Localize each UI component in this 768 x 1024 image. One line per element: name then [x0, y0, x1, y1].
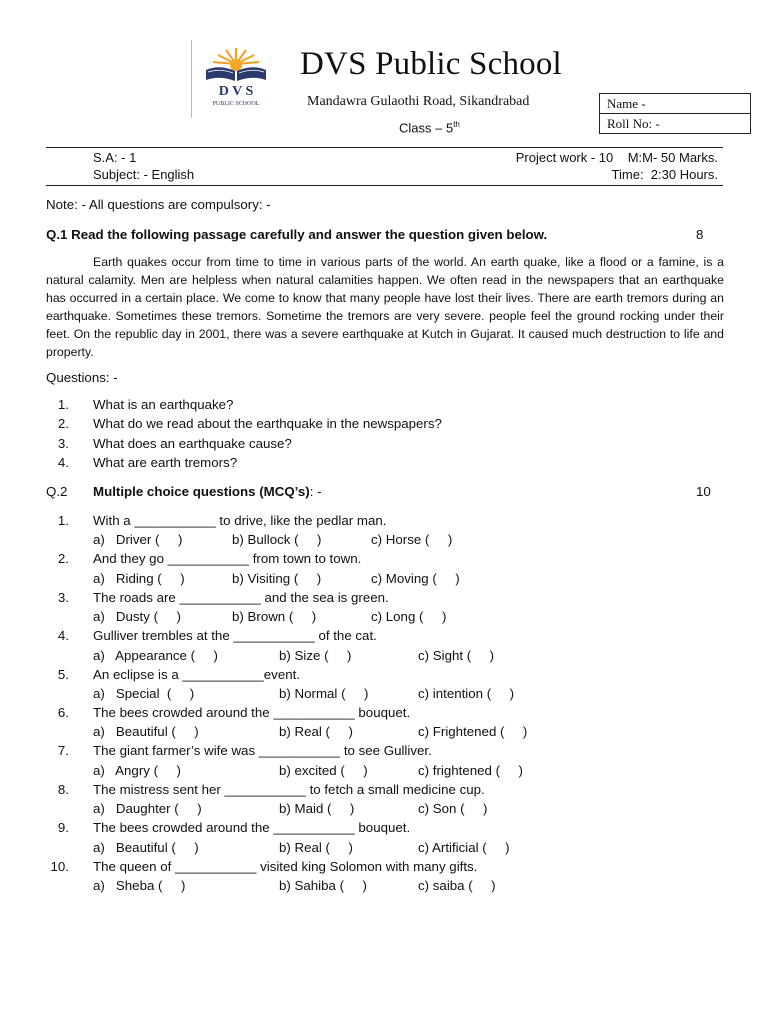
mcq-option-a: a) Beautiful ( )	[93, 724, 199, 740]
note: Note: - All questions are compulsory: -	[46, 197, 271, 212]
mcq-option-b: b) Real ( )	[279, 724, 353, 740]
mcq-number: 3.	[57, 589, 69, 605]
mcq-option-c: c) Long ( )	[371, 609, 447, 625]
item-number: 4.	[57, 454, 69, 470]
mcq-question	[45, 859, 477, 874]
mcq-number: 10.	[50, 858, 69, 874]
mcq-option-b: b) Maid ( )	[279, 801, 355, 817]
mcq-option-b: b) excited ( )	[279, 762, 368, 778]
item-number: 1.	[57, 397, 69, 412]
mcq-option-b: b) Brown ( )	[232, 609, 317, 625]
mcq-number: 6.	[57, 705, 69, 720]
bottom-rule	[46, 185, 723, 186]
mcq-text: Gulliver trembles at the ___________ of the cat.	[93, 628, 377, 644]
mcq-option-c: c) Sight ( )	[418, 647, 495, 663]
mcq-option-a: a) Daughter ( )	[93, 801, 202, 817]
q2-heading	[93, 484, 322, 499]
mcq-option-b: b) Real ( )	[279, 839, 353, 855]
mcq-option-a: a) Appearance ( )	[93, 647, 218, 663]
mcq-text: The bees crowded around the ___________ bouquet.	[93, 705, 411, 720]
mcq-option-c: c) Moving ( )	[371, 570, 460, 586]
mcq-option-a: a) Beautiful ( )	[93, 839, 199, 855]
mcq-option-b: b) Visiting ( )	[232, 570, 322, 586]
list-item	[45, 416, 442, 435]
mcq-text: The roads are ___________ and the sea is green.	[93, 589, 389, 605]
sa-label: S.A: - 1	[93, 150, 137, 165]
name-roll-box	[599, 93, 751, 134]
mcq-text: The bees crowded around the ___________ bouquet.	[93, 820, 411, 836]
mcq-option-c: c) intention ( )	[418, 685, 515, 701]
list-item	[45, 455, 442, 474]
q2-marks: 10	[696, 484, 711, 499]
roll-field: Roll No: -	[600, 113, 750, 133]
mcq-option-b: b) Size ( )	[279, 647, 352, 663]
mcq-question	[45, 513, 386, 528]
item-number: 3.	[57, 435, 69, 451]
item-text: What are earth tremors?	[93, 454, 238, 470]
mcq-number: 2.	[57, 551, 69, 567]
mcq-text: The queen of ___________ visited king Solomon with many gifts.	[93, 858, 478, 874]
q1-heading: Q.1 Read the following passage carefully and answer the question given below.	[46, 227, 548, 242]
list-item	[45, 436, 442, 455]
mcq-text: The mistress sent her ___________ to fetch a small medicine cup.	[93, 781, 485, 797]
mcq-number: 1.	[57, 513, 69, 528]
school-address: Mandawra Gulaothi Road, Sikandrabad	[307, 94, 530, 109]
mcq-option-b: b) Bullock ( )	[232, 532, 322, 548]
mcq-option-a: a) Special ( )	[93, 685, 195, 701]
logo-text: D V S	[218, 84, 254, 99]
mcq-question	[45, 551, 361, 566]
mcq-option-c: c) Frightened ( )	[418, 724, 528, 740]
mcq-number: 5.	[57, 666, 69, 682]
mcq-option-b: b) Sahiba ( )	[279, 877, 367, 893]
mcq-text: And they go ___________ from town to town.	[93, 551, 362, 567]
mcq-option-c: c) saiba ( )	[418, 877, 496, 893]
mcq-text: The giant farmer’s wife was ___________ to see Gulliver.	[93, 743, 432, 759]
item-text: What does an earthquake cause?	[93, 435, 292, 451]
mcq-question	[45, 590, 389, 605]
item-number: 2.	[57, 416, 69, 432]
logo-divider	[191, 40, 192, 118]
project-marks: Project work - 10 M:M- 50 Marks.	[515, 150, 718, 165]
mcq-number: 9.	[57, 820, 69, 836]
q2-heading-suffix: : -	[309, 484, 322, 499]
name-field: Name -	[607, 96, 646, 111]
class-text: Class – 5	[399, 120, 454, 136]
q2-heading-text: Multiple choice questions (MCQ’s)	[93, 484, 310, 499]
top-rule	[46, 147, 723, 148]
mcq-number: 7.	[57, 743, 69, 759]
mcq-option-c: c) frightened ( )	[418, 762, 523, 778]
item-text: What do we read about the earthquake in the newspapers?	[93, 416, 442, 432]
mcq-question	[45, 782, 485, 797]
class-label	[399, 120, 460, 135]
item-text: What is an earthquake?	[93, 397, 234, 412]
q1-question-list	[45, 397, 442, 474]
subject-label: Subject: - English	[93, 167, 195, 182]
mcq-question	[45, 628, 377, 643]
q2-label: Q.2	[46, 484, 68, 499]
mcq-question	[45, 820, 410, 835]
class-sup: th	[453, 120, 460, 129]
mcq-option-a: a) Angry ( )	[93, 762, 181, 778]
q1-marks: 8	[696, 227, 704, 242]
mcq-question	[45, 667, 300, 682]
time-label: Time: 2:30 Hours.	[611, 167, 718, 182]
mcq-option-a: a) Riding ( )	[93, 570, 185, 586]
mcq-question	[45, 705, 410, 720]
mcq-option-a: a) Dusty ( )	[93, 609, 181, 625]
questions-label: Questions: -	[46, 370, 118, 385]
mcq-number: 4.	[57, 628, 69, 644]
passage: Earth quakes occur from time to time in various parts of the world. An earth quake, like a flood or a famine, is a natural calamity. Men are helpless when natural calamities happen. We often read in the newspapers that an earthquake has occurred in a certain place. We come to know that many people have lost their lives. There are earth tremors during an earthquake. Sometimes these tremors. Sometime the tremors are very severe. people feel the ground rocking under their feet. On the republic day in 2001, there was a severe earthquake at Kutch in Gujarat. It caused much destruction to life and property.	[46, 255, 724, 359]
mcq-number: 8.	[57, 781, 69, 797]
mcq-option-c: c) Horse ( )	[371, 532, 453, 548]
mcq-option-c: c) Son ( )	[418, 801, 488, 817]
mcq-text: An eclipse is a ___________event.	[93, 666, 300, 682]
logo-subtext: PUBLIC SCHOOL	[212, 101, 260, 107]
mcq-option-b: b) Normal ( )	[279, 685, 369, 701]
mcq-option-a: a) Driver ( )	[93, 532, 183, 548]
mcq-question	[45, 743, 432, 758]
mcq-option-c: c) Artificial ( )	[418, 839, 510, 855]
mcq-text: With a ___________ to drive, like the pedlar man.	[93, 513, 387, 528]
list-item	[45, 397, 442, 416]
school-name: DVS Public School	[300, 46, 562, 82]
school-logo	[198, 44, 274, 114]
mcq-option-a: a) Sheba ( )	[93, 877, 186, 893]
